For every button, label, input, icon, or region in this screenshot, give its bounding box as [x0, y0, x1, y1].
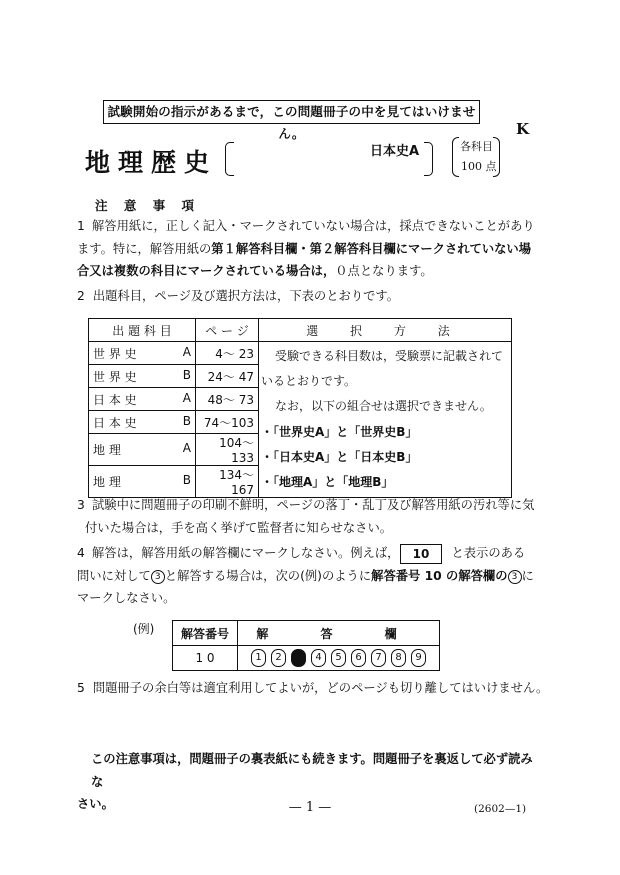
left-bracket: [225, 142, 234, 176]
example-answer-table: [172, 620, 440, 671]
item4-line3: マークしなさい。: [77, 591, 176, 605]
item4-line2: 問いに対して 3 と解答する場合は，次の(例)のように解答番号 10 の解答欄の 3 に: [77, 568, 534, 583]
row-subject: 日 本 史 A: [89, 388, 196, 411]
answer-number-box: 10: [400, 544, 442, 564]
note-item-4: 4 解答は，解答用紙の解答欄にマークしなさい。例えば， と表示のある 問いに対して 3 と解答する場合は，次の(例)のように解答番号 10 の解答欄の 3 に マークしなさい。: [77, 542, 547, 610]
right-bracket: [424, 142, 433, 176]
row-pages: 4〜 23: [196, 342, 259, 365]
item4-line1: 解答は，解答用紙の解答欄にマークしなさい。例えば， と表示のある: [92, 546, 526, 560]
notes-heading: 注 意 事 項: [95, 198, 201, 213]
row-pages: 134〜167: [196, 466, 259, 498]
circled-number: 3: [508, 570, 522, 584]
header-method: 選 択 方 法: [259, 319, 512, 342]
document-code: (2602—1): [474, 803, 527, 815]
answer-bubble-7: 7: [371, 649, 386, 667]
note-item-5: 5 問題冊子の余白等は適宜利用してよいが，どのページも切り離してはいけません。: [77, 681, 549, 695]
subject-table: [88, 318, 512, 498]
score-line2: 100 点: [461, 160, 497, 173]
note-item-3: 3 試験中に問題冊子の印刷不鮮明，ページの落丁・乱丁及び解答用紙の汚れ等に気 付いた場合は，手を高く挙げて監督者に知らせなさい。: [77, 494, 537, 539]
header-subject: 出 題 科 目: [89, 319, 196, 342]
answer-bubble-6: 6: [351, 649, 366, 667]
row-subject: 地 理 B: [89, 466, 196, 498]
page-number: — 1 —: [288, 800, 332, 815]
example-bubbles: [238, 646, 440, 671]
subject-label: 日本史A: [370, 144, 420, 159]
answer-bubble-1: 1: [251, 649, 266, 667]
example-header-ans: 解 答 欄: [238, 621, 440, 646]
row-subject: 世 界 史 B: [89, 365, 196, 388]
row-pages: 104〜133: [196, 434, 259, 466]
row-pages: 24〜 47: [196, 365, 259, 388]
score-line1: 各科目: [460, 140, 493, 153]
answer-bubble-5: 5: [331, 649, 346, 667]
answer-bubble-4: 4: [311, 649, 326, 667]
table-row: [89, 342, 512, 365]
note-item-2: 2 出題科目，ページ及び選択方法は，下表のとおりです。: [77, 289, 400, 303]
table-header-row: [89, 319, 512, 342]
item1-line1: 解答用紙に，正しく記入・マークされていない場合は，採点できないことがあり: [92, 219, 535, 233]
example-header-num: 解答番号: [173, 621, 238, 646]
form-code-mark: K: [516, 120, 530, 138]
answer-bubble-9: 9: [411, 649, 426, 667]
row-pages: 74〜103: [196, 411, 259, 434]
circled-number: 3: [151, 570, 165, 584]
example-row-num: 1 0: [173, 646, 238, 671]
notice-banner: 試験開始の指示があるまで，この問題冊子の中を見てはいけません。: [103, 100, 480, 124]
item3-line2: 付いた場合は，手を高く挙げて監督者に知らせなさい。: [85, 520, 393, 535]
answer-bubble-2: 2: [271, 649, 286, 667]
row-subject: 世 界 史 A: [89, 342, 196, 365]
item1-line2: ます。特に，解答用紙の第１解答科目欄・第２解答科目欄にマークされていない場: [77, 241, 532, 256]
item-number: 1: [77, 219, 85, 233]
example-label: (例): [133, 622, 155, 636]
row-subject: 地 理 A: [89, 434, 196, 466]
row-subject: 日 本 史 B: [89, 411, 196, 434]
answer-bubble-8: 8: [391, 649, 406, 667]
page-title: 地理歴史: [85, 148, 218, 177]
method-cell: 受験できる科目数は，受験票に記載されて いるとおりです。 なお，以下の組合せは選択できません。 ・「世界史A」と「世界史B」 ・「日本史A」と「日本史B」 ・「地理A」と「地理B」: [259, 342, 512, 498]
score-note: [452, 135, 500, 179]
header-pages: ペ ー ジ: [196, 319, 259, 342]
row-pages: 48〜 73: [196, 388, 259, 411]
item3-line1: 試験中に問題冊子の印刷不鮮明，ページの落丁・乱丁及び解答用紙の汚れ等に気: [92, 498, 535, 512]
answer-bubble-3: 3: [291, 649, 306, 667]
note-item-1: [77, 215, 537, 283]
item1-line3: 合又は複数の科目にマークされている場合は，０点となります。: [77, 264, 433, 278]
closing-note: この注意事項は，問題冊子の裏表紙にも続きます。問題冊子を裏返して必ず読みな さい。: [77, 752, 533, 811]
